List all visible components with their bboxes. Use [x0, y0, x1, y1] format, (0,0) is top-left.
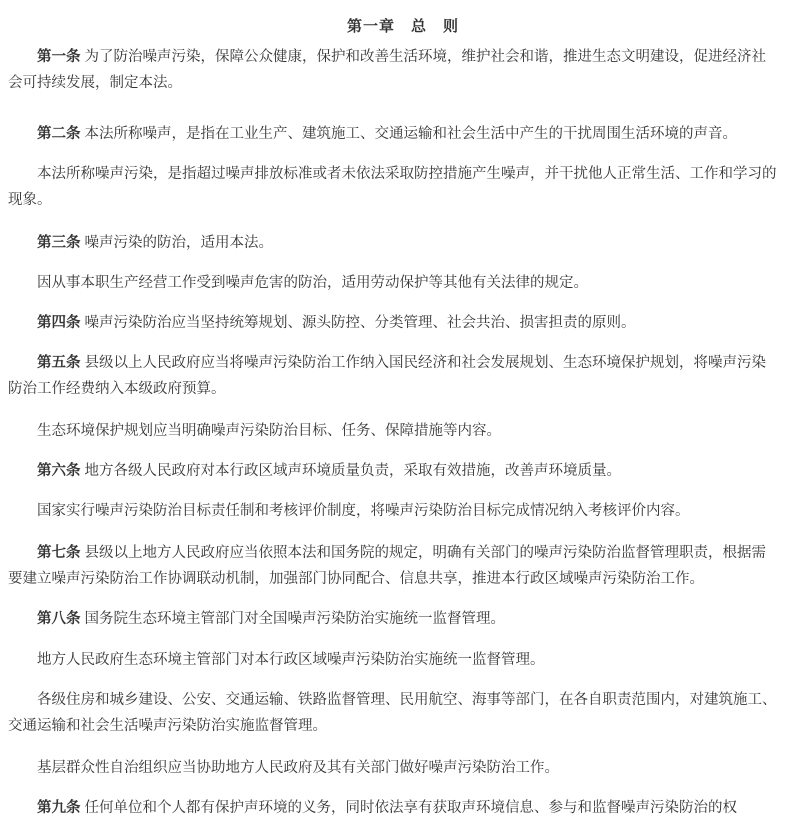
article-number: 第一条	[37, 49, 81, 65]
article-6-paragraph	[8, 458, 778, 484]
article-text: 噪声污染的防治，适用本法。	[84, 235, 273, 251]
article-text: 生态环境保护规划应当明确噪声污染防治目标、任务、保障措施等内容。	[37, 423, 501, 439]
article-number: 第三条	[37, 235, 81, 251]
article-text: 地方各级人民政府对本行政区域声环境质量负责，采取有效措施，改善声环境质量。	[84, 463, 621, 479]
article-9-paragraph	[8, 795, 778, 821]
article-text: 国家实行噪声污染防治目标责任制和考核评价制度，将噪声污染防治目标完成情况纳入考核评价内容。	[37, 503, 690, 519]
article-number: 第七条	[37, 545, 81, 561]
article-text: 本法所称噪声污染，是指超过噪声排放标准或者未依法采取防控措施产生噪声，并干扰他人正常生活、工作和学习的现象。	[8, 166, 777, 208]
article-4-paragraph	[8, 310, 778, 336]
article-2-paragraph	[8, 121, 778, 147]
article-text: 基层群众性自治组织应当协助地方人民政府及其有关部门做好噪声污染防治工作。	[37, 760, 559, 776]
article-6-paragraph-2	[8, 498, 778, 524]
article-number: 第五条	[37, 355, 81, 371]
article-1-paragraph	[8, 44, 778, 96]
article-text: 县级以上地方人民政府应当依照本法和国务院的规定，明确有关部门的噪声污染防治监督管理职责，根据需要建立噪声污染防治工作协调联动机制，加强部门协同配合、信息共享，推进本行政区域噪声污染防治工作。	[8, 545, 766, 587]
article-2-paragraph-2	[8, 161, 778, 213]
article-3-paragraph-2	[8, 270, 778, 296]
article-text: 本法所称噪声，是指在工业生产、建筑施工、交通运输和社会生活中产生的干扰周围生活环境的声音。	[84, 126, 737, 142]
article-text: 因从事本职生产经营工作受到噪声危害的防治，适用劳动保护等其他有关法律的规定。	[37, 275, 588, 291]
article-8-paragraph	[8, 606, 778, 632]
article-number: 第八条	[37, 611, 81, 627]
chapter-title: 第一章 总 则	[346, 17, 459, 35]
article-number: 第四条	[37, 315, 81, 331]
article-7-paragraph	[8, 540, 778, 592]
article-5-paragraph-2	[8, 418, 778, 444]
article-text: 为了防治噪声污染，保障公众健康，保护和改善生活环境，维护社会和谐，推进生态文明建设，促进经济社会可持续发展，制定本法。	[8, 49, 766, 91]
article-text: 县级以上人民政府应当将噪声污染防治工作纳入国民经济和社会发展规划、生态环境保护规划，将噪声污染防治工作经费纳入本级政府预算。	[8, 355, 766, 397]
article-number: 第二条	[37, 126, 81, 142]
article-number: 第九条	[37, 800, 81, 816]
article-3-paragraph	[8, 230, 778, 256]
article-8-paragraph-3	[8, 687, 778, 739]
article-text: 任何单位和个人都有保护声环境的义务，同时依法享有获取声环境信息、参与和监督噪声污染防治的权	[84, 800, 737, 816]
article-5-paragraph	[8, 350, 778, 402]
article-text: 国务院生态环境主管部门对全国噪声污染防治实施统一监督管理。	[84, 611, 505, 627]
article-text: 地方人民政府生态环境主管部门对本行政区域噪声污染防治实施统一监督管理。	[37, 652, 545, 668]
article-8-paragraph-4	[8, 755, 778, 781]
article-text: 各级住房和城乡建设、公安、交通运输、铁路监督管理、民用航空、海事等部门，在各自职责范围内，对建筑施工、交通运输和社会生活噪声污染防治实施监督管理。	[8, 692, 777, 734]
article-8-paragraph-2	[8, 647, 778, 673]
article-number: 第六条	[37, 463, 81, 479]
article-text: 噪声污染防治应当坚持统筹规划、源头防控、分类管理、社会共治、损害担责的原则。	[84, 315, 636, 331]
